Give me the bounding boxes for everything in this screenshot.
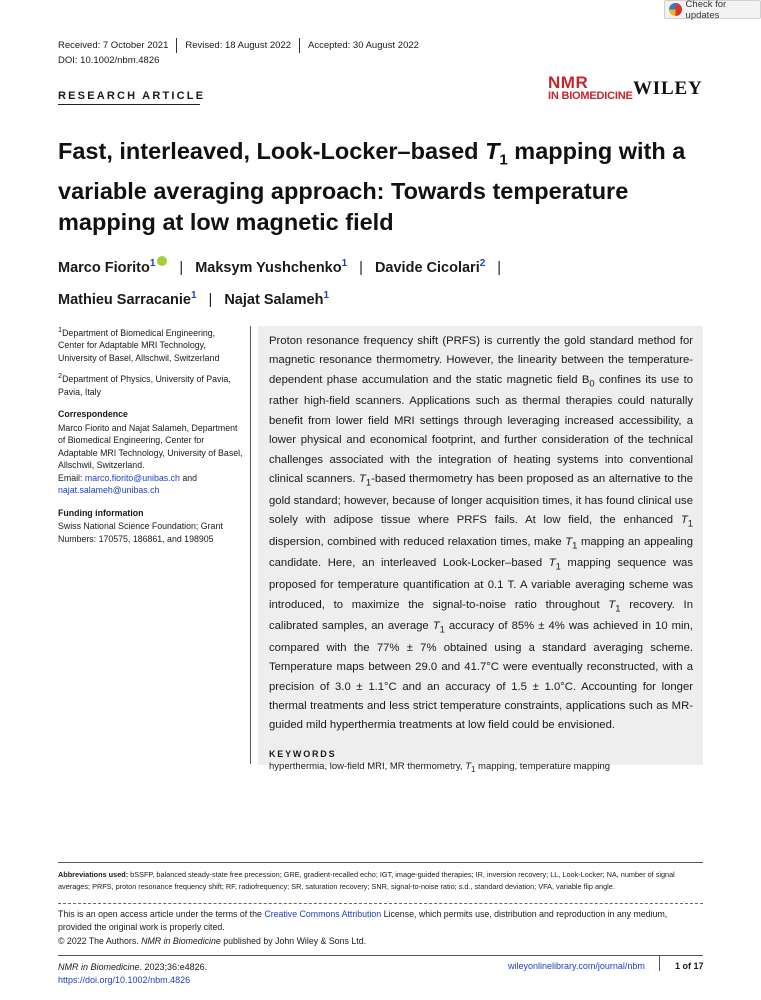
update-icon	[669, 3, 682, 16]
email-link[interactable]: marco.fiorito@unibas.ch	[84, 472, 180, 483]
copyright-text: published by John Wiley & Sons Ltd.	[220, 935, 367, 946]
abstract-span: recovery. In calibrated samples, an average	[269, 598, 693, 633]
abbreviations-label: Abbreviations used:	[58, 870, 129, 879]
author-affiliation-marker[interactable]: 1	[323, 289, 330, 301]
email-label: Email:	[58, 472, 85, 483]
author[interactable]	[375, 260, 485, 276]
page-number: 1 of 17	[675, 961, 704, 971]
footer-divider	[58, 955, 703, 956]
author-separator: |	[359, 259, 363, 276]
t-symbol: T	[432, 620, 440, 633]
left-column	[58, 324, 243, 551]
abstract-box	[258, 326, 703, 774]
funding-heading: Funding information	[58, 507, 144, 518]
author-name: Maksym Yushchenko	[195, 259, 342, 276]
affiliation-number: 2	[58, 371, 63, 381]
article-type: RESEARCH ARTICLE	[58, 90, 206, 102]
footer-citation	[58, 961, 207, 986]
correspondence-text: Marco Fiorito and Najat Salameh, Department of Biomedical Engineering, Center for Adaptable MRI Technology, University of Basel, Allschwil, Switzerland.	[58, 422, 243, 471]
t-symbol: T	[680, 514, 688, 527]
keywords	[269, 761, 693, 774]
subscript: 1	[439, 623, 445, 635]
accepted-date: Accepted: 30 August 2022	[308, 40, 419, 51]
correspondence	[58, 422, 243, 497]
subscript: 1	[687, 517, 693, 529]
divider	[299, 38, 300, 53]
subscript: 1	[572, 539, 578, 551]
author-separator: |	[208, 291, 213, 308]
keywords-text: mapping, temperature mapping	[475, 760, 611, 772]
footnote-divider	[58, 862, 703, 863]
oa-text: License, which permits use, distribution and reproduction in any medium, provided the original work is properly cited.	[58, 909, 668, 933]
abstract-span: accuracy of 85% ± 4% was achieved in 10 min, compared with the 77% ± 7% obtained using a standard averaging scheme. Temperature maps between 29.0 and 41.7°C were eventually reconstructed, with a precision of 3.0 ± 1.1°C and an accuracy of 1.5 ± 1.0°C. Accounting for longer thermal treatments and less strict temperature constraints, applications such as MR-guided mild hyperthermia treatments at low field could be envisioned.	[269, 620, 693, 732]
keywords-heading: KEYWORDS	[269, 748, 337, 759]
author-affiliation-marker[interactable]: 1	[341, 258, 348, 269]
subscript: 1	[555, 560, 561, 572]
abstract-span: confines its use to rather high-field scanners. Applications such as thermal therapies could naturally benefit from lower field MRI settings through leveraging increased accessibility, a lower physical and economical footprint, and further consideration of the technical challenges associated with the integration of heating systems into conventional clinical scanners.	[269, 373, 693, 486]
footer-citation-text: 2023;36:e4826.	[142, 962, 208, 972]
funding-text: Swiss National Science Foundation; Grant Numbers: 170575, 186861, and 198905	[58, 521, 223, 544]
paper-title	[58, 136, 718, 238]
license-link[interactable]: Creative Commons Attribution	[264, 909, 382, 919]
title-t-subscript: 1	[499, 151, 508, 169]
affiliation-text: Department of Biomedical Engineering, Center for Adaptable MRI Technology, University of Basel, Allschwil, Switzerland	[58, 327, 220, 363]
column-divider	[250, 326, 251, 764]
author-affiliation-marker[interactable]: 2	[479, 258, 486, 269]
check-for-updates-label: Check for updates	[685, 0, 727, 21]
author-name: Marco Fiorito	[58, 259, 150, 276]
author[interactable]	[224, 289, 330, 308]
article-type-underline	[58, 104, 200, 105]
t-symbol: T	[358, 473, 366, 486]
t-symbol: T	[465, 760, 472, 772]
footer-doi-link[interactable]: https://doi.org/10.1002/nbm.4826	[58, 974, 191, 985]
journal-logo-title: NMR	[548, 73, 589, 92]
affiliation	[58, 370, 243, 398]
email-and: and	[179, 472, 197, 483]
t-symbol: T	[548, 557, 556, 570]
dashed-divider	[58, 903, 703, 904]
author-affiliation-marker[interactable]: 1	[190, 289, 197, 301]
title-text: mapping with a variable averaging approach: Towards temperature mapping at low magnetic field	[58, 138, 686, 235]
title-text: Fast, interleaved, Look-Locker–based	[58, 138, 486, 164]
check-for-updates-button[interactable]	[664, 0, 761, 19]
publisher-logo: WILEY	[633, 78, 703, 99]
abstract-text	[269, 332, 693, 736]
author-list	[58, 250, 718, 314]
affiliation	[58, 324, 243, 364]
author-name: Najat Salameh	[224, 291, 324, 308]
abstract-span: dispersion, combined with reduced relaxation times, make	[269, 535, 566, 548]
subscript: 0	[589, 377, 595, 389]
subscript: 1	[365, 476, 372, 488]
t-symbol: T	[608, 598, 616, 611]
abstract-span: Proton resonance frequency shift (PRFS) is currently the gold standard method for magnetic resonance thermometry. However, the linearity between the temperature-dependent phase accumulation and the static magnetic field B	[269, 335, 693, 386]
author-separator: |	[179, 259, 184, 276]
affiliation-number: 1	[58, 325, 63, 334]
email-link[interactable]: najat.salameh@unibas.ch	[58, 485, 160, 496]
t-symbol: T	[565, 535, 573, 548]
journal-logo	[548, 74, 633, 102]
oa-text: This is an open access article under the terms of the	[58, 909, 265, 919]
orcid-icon[interactable]	[157, 256, 167, 266]
journal-logo-subtitle: IN BIOMEDICINE	[548, 90, 633, 102]
copyright-journal: NMR in Biomedicine	[141, 935, 221, 946]
abstract-span: mapping sequence was proposed for temperature quantification at 0.1 T. A variable averaging scheme was introduced, to maximize the signal-to-noise ratio throughout	[269, 557, 693, 611]
abbreviations-text: bSSFP, balanced steady-state free precession; GRE, gradient-recalled echo; IGT, image-guided therapies; IR, inversion recovery; LL, Look-Locker; NA, number of signal averages; PRFS, proton resonance frequency shift; RF, radiofrequency; SR, saturation recovery; SNR, signal-to-noise ratio; s.d., standard deviation; VFA, variable flip angle.	[58, 870, 675, 891]
revised-date: Revised: 18 August 2022	[185, 40, 292, 51]
author-name: Davide Cicolari	[374, 259, 480, 276]
title-t-symbol: T	[485, 138, 500, 164]
correspondence-heading: Correspondence	[58, 409, 128, 420]
doi[interactable]: DOI: 10.1002/nbm.4826	[58, 55, 160, 66]
article-dates	[58, 38, 419, 53]
abstract-span: -based thermometry has been proposed as an alternative to the gold standard; however, because of longer acquisition times, it has found clinical use solely with adipose tissue where PRFS fails. At low field, the enhanced	[269, 473, 694, 527]
subscript: 1	[471, 764, 476, 774]
subscript: 1	[615, 601, 621, 613]
journal-site-link[interactable]: wileyonlinelibrary.com/journal/nbm	[508, 961, 645, 971]
author-separator: |	[497, 259, 502, 276]
author[interactable]	[58, 289, 197, 308]
received-date: Received: 7 October 2021	[58, 40, 169, 51]
footer-journal: NMR in Biomedicine.	[58, 962, 143, 972]
open-access-notice	[58, 908, 703, 948]
abbreviations	[58, 869, 703, 893]
author-name: Mathieu Sarracanie	[58, 291, 191, 308]
divider	[176, 38, 177, 53]
footer-separator	[659, 956, 660, 971]
affiliation-text: Department of Physics, University of Pavia, Pavia, Italy	[58, 374, 231, 397]
keywords-text: hyperthermia, low-field MRI, MR thermometry,	[269, 760, 466, 772]
author[interactable]	[58, 260, 167, 276]
author[interactable]	[195, 260, 347, 276]
author-affiliation-marker[interactable]: 1	[149, 258, 156, 269]
abstract-span: mapping an appealing candidate. Here, an interleaved Look-Locker–based	[269, 535, 693, 570]
copyright-text: © 2022 The Authors.	[58, 935, 142, 946]
